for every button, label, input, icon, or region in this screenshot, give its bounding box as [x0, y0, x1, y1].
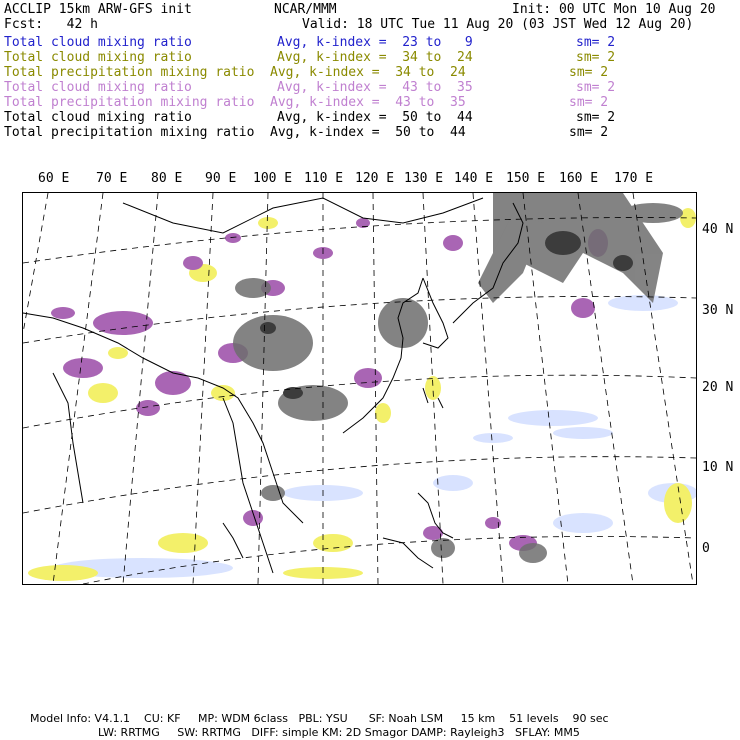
legend-sm: sm= 2: [576, 80, 616, 95]
legend-sm: sm= 2: [569, 95, 609, 110]
model-title: ACCLIP 15km ARW-GFS init: [4, 2, 192, 17]
lat-label: 0: [702, 541, 710, 556]
lon-label: 100 E: [253, 171, 293, 186]
legend-label: Total precipitation mixing ratio: [4, 65, 255, 80]
legend-label: Total cloud mixing ratio: [4, 50, 192, 65]
forecast-hour: Fcst: 42 h: [4, 17, 98, 32]
model-info-line1: Model Info: V4.1.1 CU: KF MP: WDM 6class PBL: YSU SF: Noah LSM 15 km 51 levels 90 sec: [30, 712, 609, 725]
legend-avg: Avg, k-index = 23 to 9: [277, 35, 473, 50]
legend-label: Total cloud mixing ratio: [4, 80, 192, 95]
lat-label: 30 N: [702, 303, 734, 318]
legend-avg: Avg, k-index = 43 to 35: [270, 95, 466, 110]
lon-label: 150 E: [506, 171, 546, 186]
map-canvas: [23, 193, 696, 584]
lon-label: 80 E: [151, 171, 183, 186]
legend-sm: sm= 2: [576, 35, 616, 50]
institution-label: NCAR/MMM: [274, 2, 337, 17]
legend-label: Total cloud mixing ratio: [4, 35, 192, 50]
lon-label: 70 E: [96, 171, 128, 186]
lat-label: 10 N: [702, 460, 734, 475]
lon-label: 160 E: [559, 171, 599, 186]
valid-time: Valid: 18 UTC Tue 11 Aug 20 (03 JST Wed 12 Aug 20): [302, 17, 694, 32]
legend-sm: sm= 2: [576, 110, 616, 125]
legend-sm: sm= 2: [569, 65, 609, 80]
legend-avg: Avg, k-index = 34 to 24: [277, 50, 473, 65]
lat-label: 20 N: [702, 380, 734, 395]
forecast-map: [22, 192, 697, 585]
legend-avg: Avg, k-index = 34 to 24: [270, 65, 466, 80]
lon-label: 90 E: [205, 171, 237, 186]
model-info-line2: LW: RRTMG SW: RRTMG DIFF: simple KM: 2D Smagor DAMP: Rayleigh3 SFLAY: MM5: [98, 726, 580, 739]
legend-avg: Avg, k-index = 50 to 44: [270, 125, 466, 140]
legend-label: Total cloud mixing ratio: [4, 110, 192, 125]
init-time: Init: 00 UTC Mon 10 Aug 20: [512, 2, 716, 17]
legend-avg: Avg, k-index = 50 to 44: [277, 110, 473, 125]
lon-label: 120 E: [355, 171, 395, 186]
legend-label: Total precipitation mixing ratio: [4, 95, 255, 110]
lat-label: 40 N: [702, 222, 734, 237]
lon-label: 130 E: [404, 171, 444, 186]
legend-sm: sm= 2: [569, 125, 609, 140]
lon-label: 140 E: [454, 171, 494, 186]
lon-label: 110 E: [304, 171, 344, 186]
legend-label: Total precipitation mixing ratio: [4, 125, 255, 140]
legend-avg: Avg, k-index = 43 to 35: [277, 80, 473, 95]
legend-sm: sm= 2: [576, 50, 616, 65]
lon-label: 170 E: [614, 171, 654, 186]
lon-label: 60 E: [38, 171, 70, 186]
